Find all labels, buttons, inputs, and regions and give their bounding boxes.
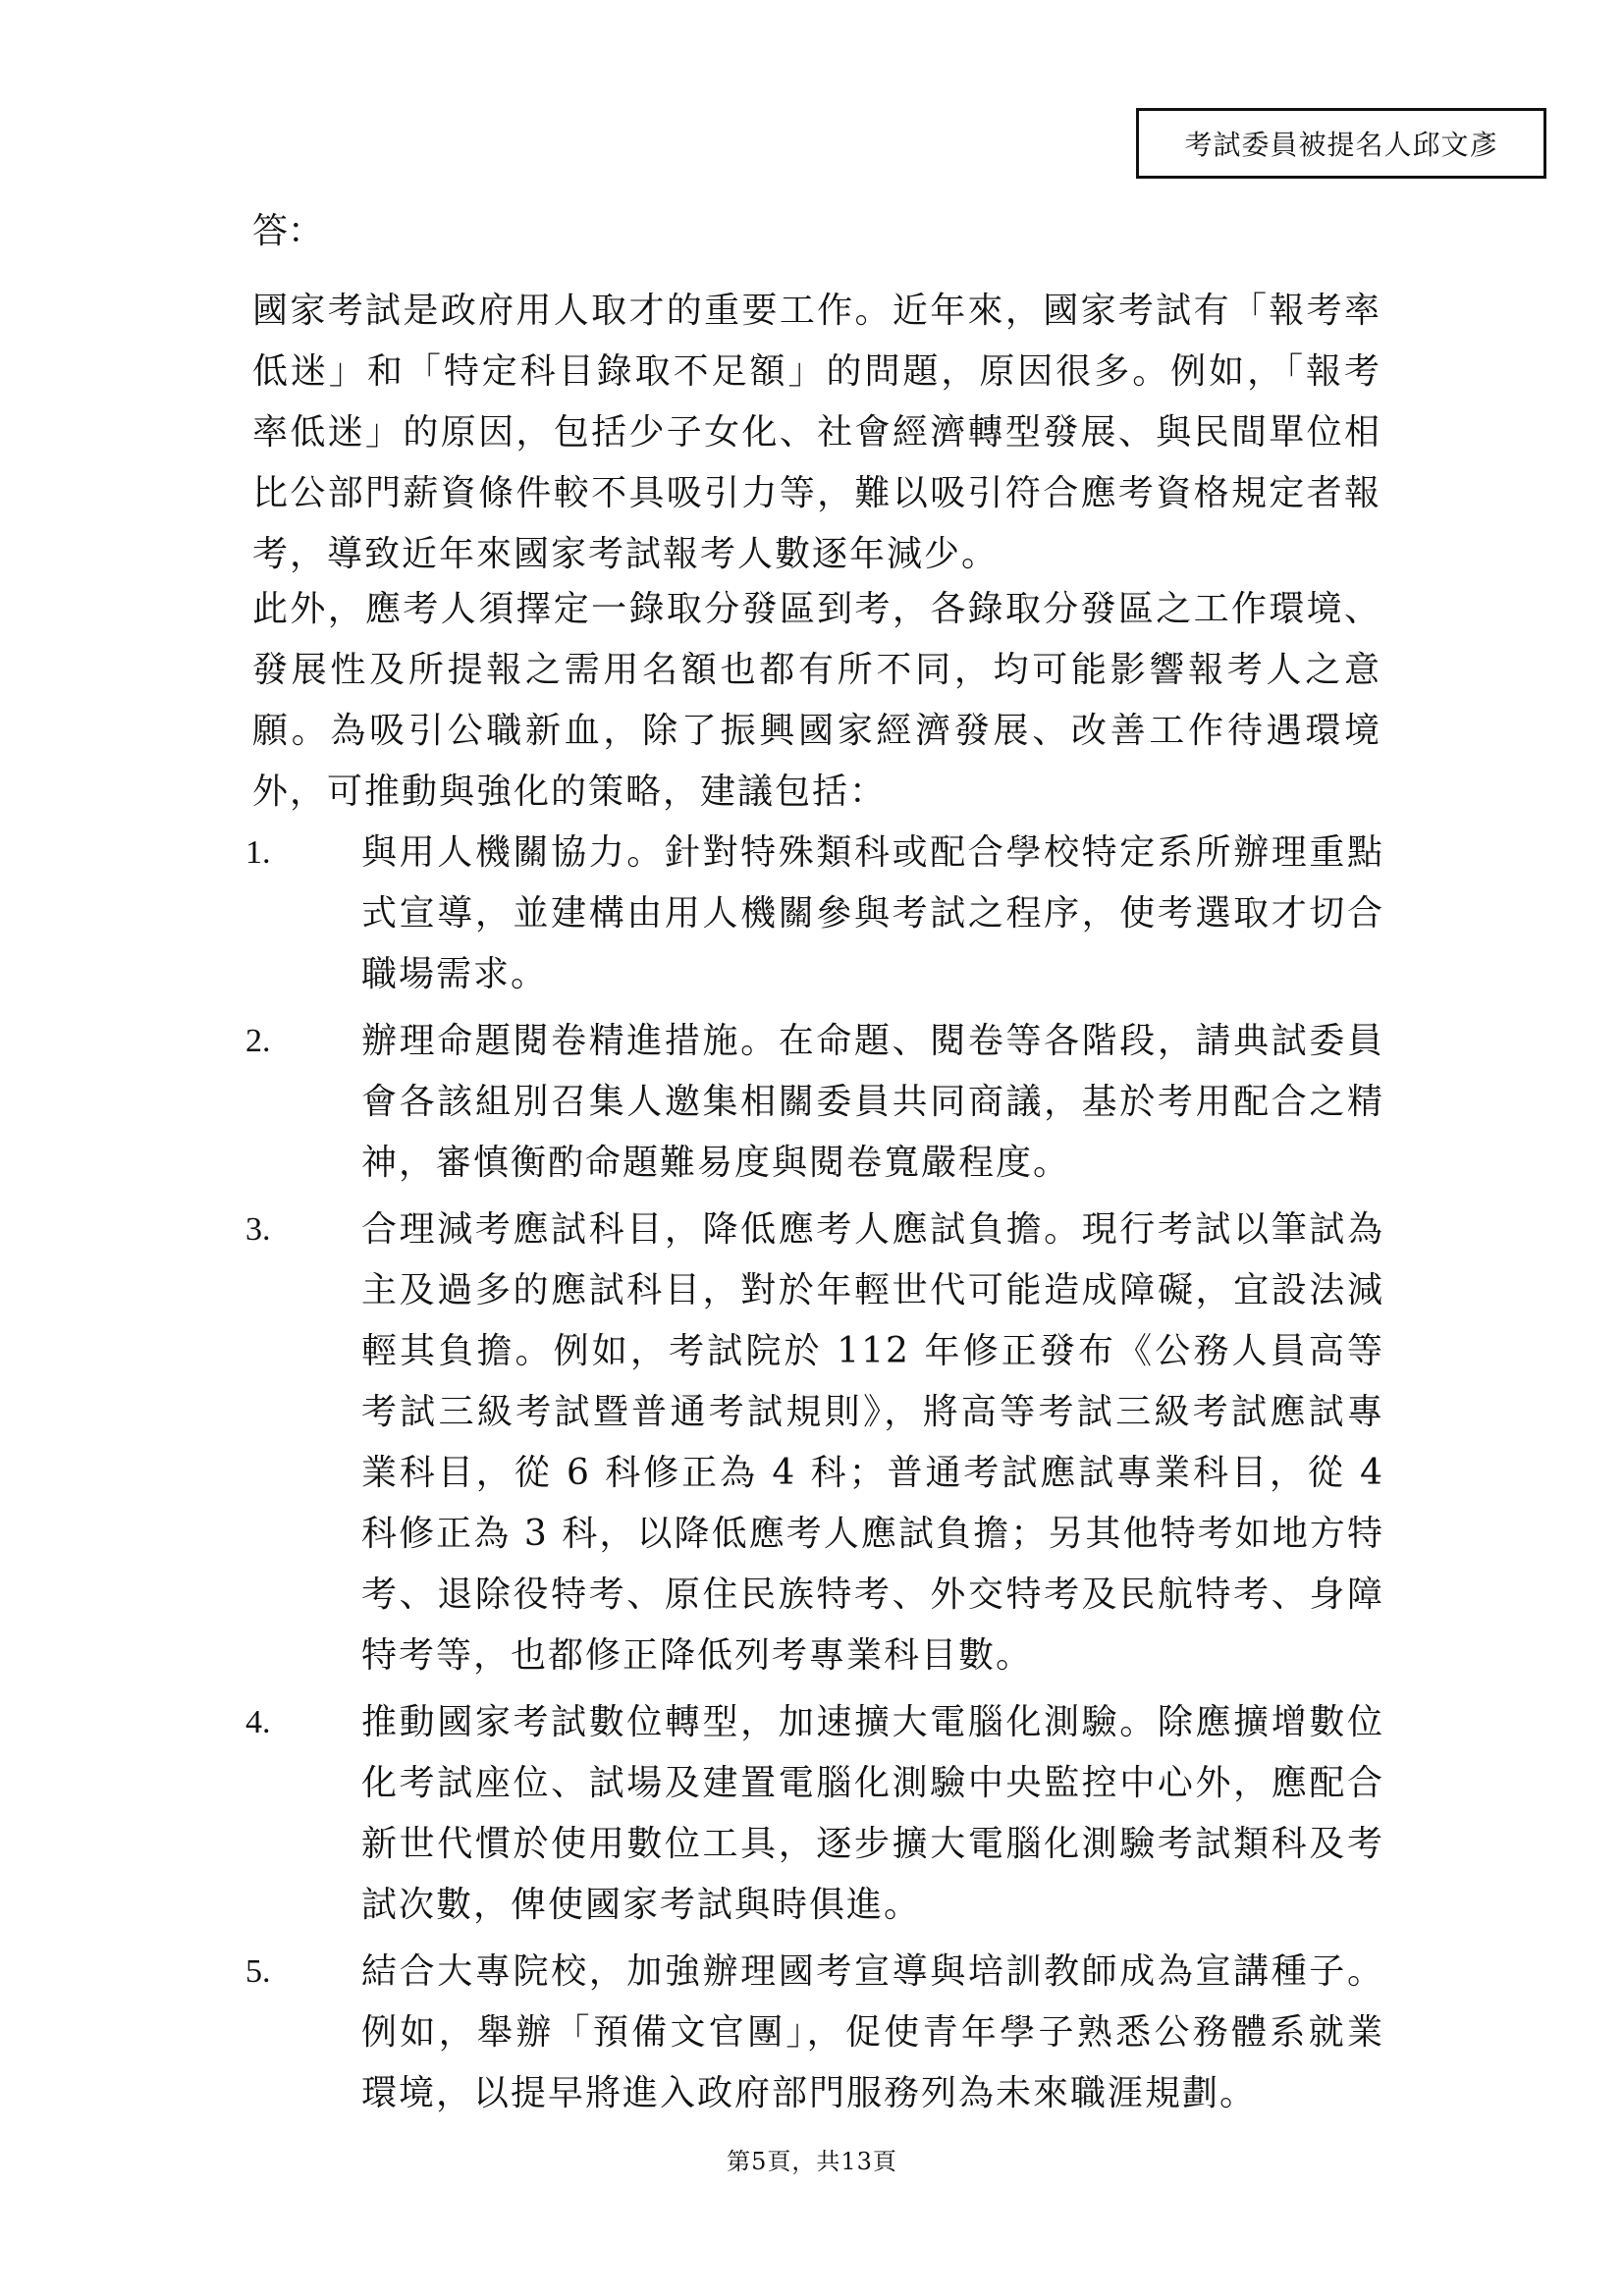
list-item bbox=[245, 1011, 1384, 1194]
list-item-number: 4. bbox=[245, 1704, 271, 1740]
list-item-text: 合理減考應試科目，降低應考人應試負擔。現行考試以筆試為主及過多的應試科目，對於年輕世代可能造成障礙，宜設法減輕其負擔。例如，考試院於 112 年修正發布《公務人員高等考試三級考試暨普通考試規則》，將高等考試三級考試應試專業科目，從 6 科修正為 4 科；普通考試應試專業科目，從 4 科修正為 3 科，以降低應考人應試負擔；另其他特考如地方特考、退除役特考、原住民族特考、外交特考及民航特考、身障特考等，也都修正降低列考專業科目數。 bbox=[361, 1209, 1384, 1676]
list-item-text: 與用人機關協力。針對特殊類科或配合學校特定系所辦理重點式宣導，並建構由用人機關參與考試之程序，使考選取才切合職場需求。 bbox=[361, 832, 1384, 994]
nominee-header-label: 考試委員被提名人邱文彥 bbox=[1184, 129, 1498, 161]
list-item bbox=[245, 823, 1384, 1005]
paragraph-strategies-intro: 此外，應考人須擇定一錄取分發區到考，各錄取分發區之工作環境、發展性及所提報之需用名額也都有所不同，均可能影響報考人之意願。為吸引公職新血，除了振興國家經濟發展、改善工作待遇環境外，可推動與強化的策略，建議包括： bbox=[252, 589, 1381, 812]
list-item-text: 辦理命題閱卷精進措施。在命題、閱卷等各階段，請典試委員會各該組別召集人邀集相關委員共同商議，基於考用配合之精神，審慎衡酌命題難易度與閱卷寬嚴程度。 bbox=[361, 1021, 1384, 1183]
list-item-number: 1. bbox=[245, 834, 271, 871]
nominee-header-box bbox=[1136, 108, 1546, 179]
list-item-text: 結合大專院校，加強辦理國考宣導與培訓教師成為宣講種子。例如，舉辦「預備文官團」，促使青年學子熟悉公務體系就業環境，以提早將進入政府部門服務列為未來職涯規劃。 bbox=[361, 1951, 1384, 2113]
page-number-label: 第5頁，共13頁 bbox=[727, 2148, 897, 2175]
list-item bbox=[245, 1942, 1384, 2124]
list-item-number: 2. bbox=[245, 1023, 271, 1059]
paragraph-intro: 國家考試是政府用人取才的重要工作。近年來，國家考試有「報考率低迷」和「特定科目錄取不足額」的問題，原因很多。例如，「報考率低迷」的原因，包括少子女化、社會經濟轉型發展、與民間單位相比公部門薪資條件較不具吸引力等，難以吸引符合應考資格規定者報考，導致近年來國家考試報考人數逐年減少。 bbox=[252, 291, 1381, 574]
list-item-text: 推動國家考試數位轉型，加速擴大電腦化測驗。除應擴增數位化考試座位、試場及建置電腦化測驗中央監控中心外，應配合新世代慣於使用數位工具，逐步擴大電腦化測驗考試類科及考試次數，俾使國家考試與時俱進。 bbox=[361, 1702, 1384, 1925]
list-item bbox=[245, 1692, 1384, 1936]
strategy-list bbox=[245, 823, 1384, 2130]
answer-label: 答： bbox=[252, 211, 324, 251]
page-number-footer bbox=[0, 2142, 1624, 2176]
list-item-number: 5. bbox=[245, 1953, 271, 1990]
list-item bbox=[245, 1200, 1384, 1686]
list-item-number: 3. bbox=[245, 1211, 271, 1248]
